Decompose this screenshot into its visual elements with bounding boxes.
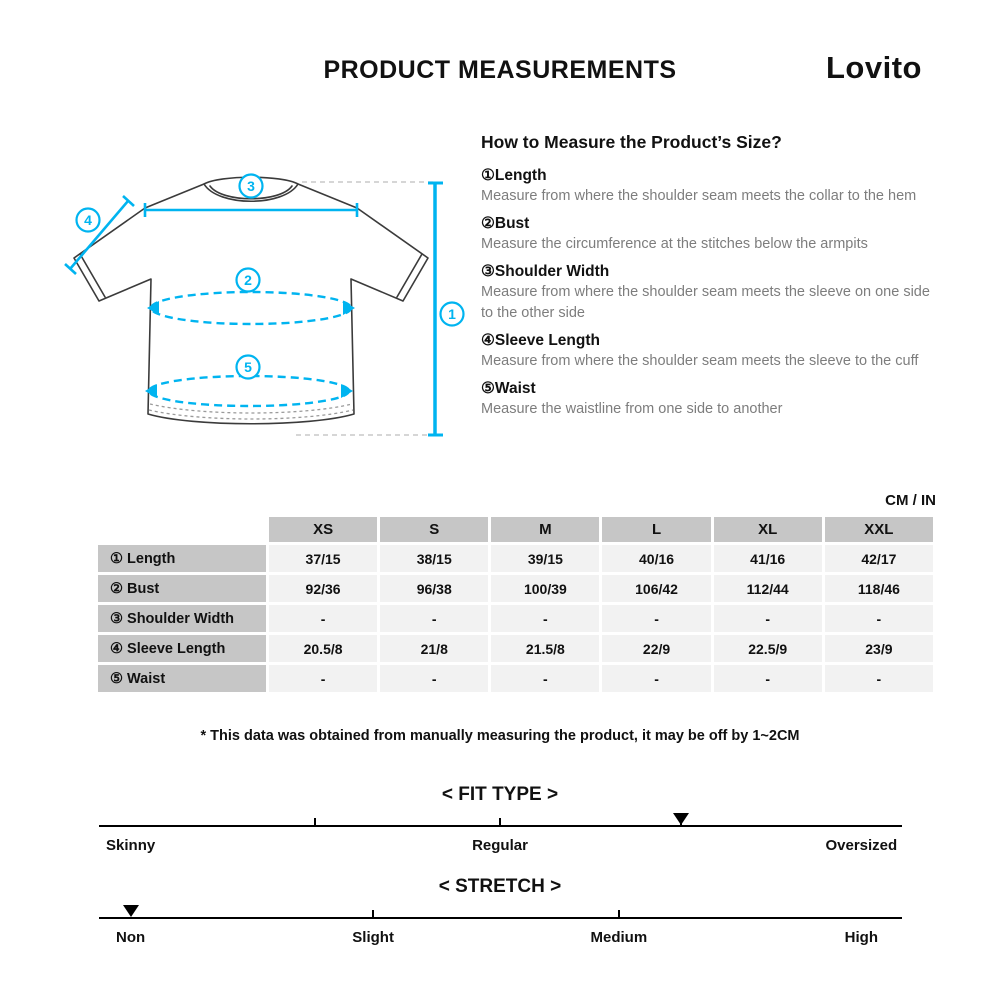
axis-tick	[618, 910, 620, 919]
page-title: PRODUCT MEASUREMENTS	[323, 56, 677, 84]
size-cell: -	[825, 605, 933, 632]
how-to-section	[481, 132, 937, 420]
svg-text:1: 1	[448, 306, 456, 322]
svg-text:4: 4	[84, 212, 92, 228]
axis-label: High	[844, 929, 879, 946]
size-cell: -	[269, 605, 377, 632]
svg-text:2: 2	[244, 272, 252, 288]
size-column-header: M	[491, 517, 599, 542]
size-cell: -	[714, 605, 822, 632]
measure-desc: Measure the circumference at the stitches below the armpits	[481, 236, 868, 252]
size-cell: -	[602, 605, 710, 632]
measure-desc: Measure the waistline from one side to another	[481, 401, 783, 417]
size-cell: 118/46	[825, 575, 933, 602]
size-cell: -	[491, 665, 599, 692]
stretch-axis	[99, 912, 902, 958]
size-cell: -	[380, 665, 488, 692]
measure-term: ①Length	[481, 167, 547, 184]
size-cell: 21/8	[380, 635, 488, 662]
size-cell: -	[714, 665, 822, 692]
axis-label: Skinny	[106, 837, 156, 854]
callout-4	[77, 209, 100, 232]
axis-tick	[499, 818, 501, 827]
table-row	[98, 575, 933, 602]
leader-lines	[296, 182, 434, 435]
size-cell: -	[269, 665, 377, 692]
row-label: ⑤ Waist	[98, 665, 266, 692]
size-cell: -	[380, 605, 488, 632]
bust-measure-line	[147, 292, 355, 324]
row-label: ② Bust	[98, 575, 266, 602]
measure-term: ③Shoulder Width	[481, 263, 610, 280]
measure-term: ②Bust	[481, 215, 530, 232]
size-column-header: XXL	[825, 517, 933, 542]
footnote: * This data was obtained from manually measuring the product, it may be off by 1~2CM	[200, 728, 800, 744]
size-cell: 39/15	[491, 545, 599, 572]
measure-term: ④Sleeve Length	[481, 332, 600, 349]
size-table	[95, 514, 936, 695]
stretch-title: < STRETCH >	[438, 876, 562, 897]
callout-5	[237, 356, 260, 379]
how-to-list	[481, 165, 937, 420]
fit-type-slider	[0, 784, 1000, 866]
measure-desc: Measure from where the shoulder seam meets the sleeve on one side to the other side	[481, 284, 930, 321]
callout-3	[240, 175, 263, 198]
how-to-heading: How to Measure the Product’s Size?	[481, 132, 782, 152]
size-cell: 100/39	[491, 575, 599, 602]
tshirt-outline	[74, 177, 428, 424]
size-column-header: S	[380, 517, 488, 542]
row-label: ① Length	[98, 545, 266, 572]
axis-label: Medium	[590, 929, 648, 946]
measure-term: ⑤Waist	[481, 380, 536, 397]
fit-type-axis	[99, 820, 902, 866]
svg-text:3: 3	[247, 178, 255, 194]
table-body	[98, 545, 933, 692]
axis-label: Non	[116, 929, 146, 946]
axis-label: Regular	[472, 837, 528, 854]
sleeve-measure-line	[65, 196, 134, 274]
size-cell: 106/42	[602, 575, 710, 602]
size-cell: 22/9	[602, 635, 710, 662]
size-cell: 37/15	[269, 545, 377, 572]
size-cell: -	[491, 605, 599, 632]
table-corner-cell	[98, 517, 266, 542]
callout-1	[441, 303, 464, 326]
shoulder-measure-line	[145, 203, 357, 217]
table-row	[98, 545, 933, 572]
axis-line	[99, 917, 902, 919]
axis-tick	[372, 910, 374, 919]
svg-text:5: 5	[244, 359, 252, 375]
slider-marker-icon	[673, 813, 689, 825]
callout-2	[237, 269, 260, 292]
size-column-header: XL	[714, 517, 822, 542]
size-cell: 38/15	[380, 545, 488, 572]
axis-tick	[314, 818, 316, 827]
table-row	[98, 635, 933, 662]
units-label: CM / IN	[885, 492, 936, 509]
axis-label: Oversized	[825, 837, 898, 854]
size-column-header: L	[602, 517, 710, 542]
brand-logo: Lovito	[826, 50, 922, 85]
size-cell: 96/38	[380, 575, 488, 602]
hem-stitching	[149, 404, 353, 419]
size-column-header: XS	[269, 517, 377, 542]
slider-marker-icon	[123, 905, 139, 917]
measure-desc: Measure from where the shoulder seam meets the collar to the hem	[481, 188, 917, 204]
measure-desc: Measure from where the shoulder seam meets the sleeve to the cuff	[481, 353, 919, 369]
size-cell: 23/9	[825, 635, 933, 662]
table-row	[98, 665, 933, 692]
size-cell: -	[825, 665, 933, 692]
row-label: ④ Sleeve Length	[98, 635, 266, 662]
tshirt-diagram	[38, 146, 478, 466]
fit-type-title: < FIT TYPE >	[441, 784, 559, 805]
stretch-slider	[0, 876, 1000, 958]
size-cell: 40/16	[602, 545, 710, 572]
size-cell: 41/16	[714, 545, 822, 572]
size-cell: 20.5/8	[269, 635, 377, 662]
size-cell: 92/36	[269, 575, 377, 602]
size-cell: -	[602, 665, 710, 692]
size-cell: 42/17	[825, 545, 933, 572]
axis-label: Slight	[352, 929, 394, 946]
size-cell: 112/44	[714, 575, 822, 602]
table-row	[98, 605, 933, 632]
size-cell: 21.5/8	[491, 635, 599, 662]
size-cell: 22.5/9	[714, 635, 822, 662]
waist-measure-line	[145, 376, 353, 406]
row-label: ③ Shoulder Width	[98, 605, 266, 632]
table-header-row	[98, 517, 933, 542]
